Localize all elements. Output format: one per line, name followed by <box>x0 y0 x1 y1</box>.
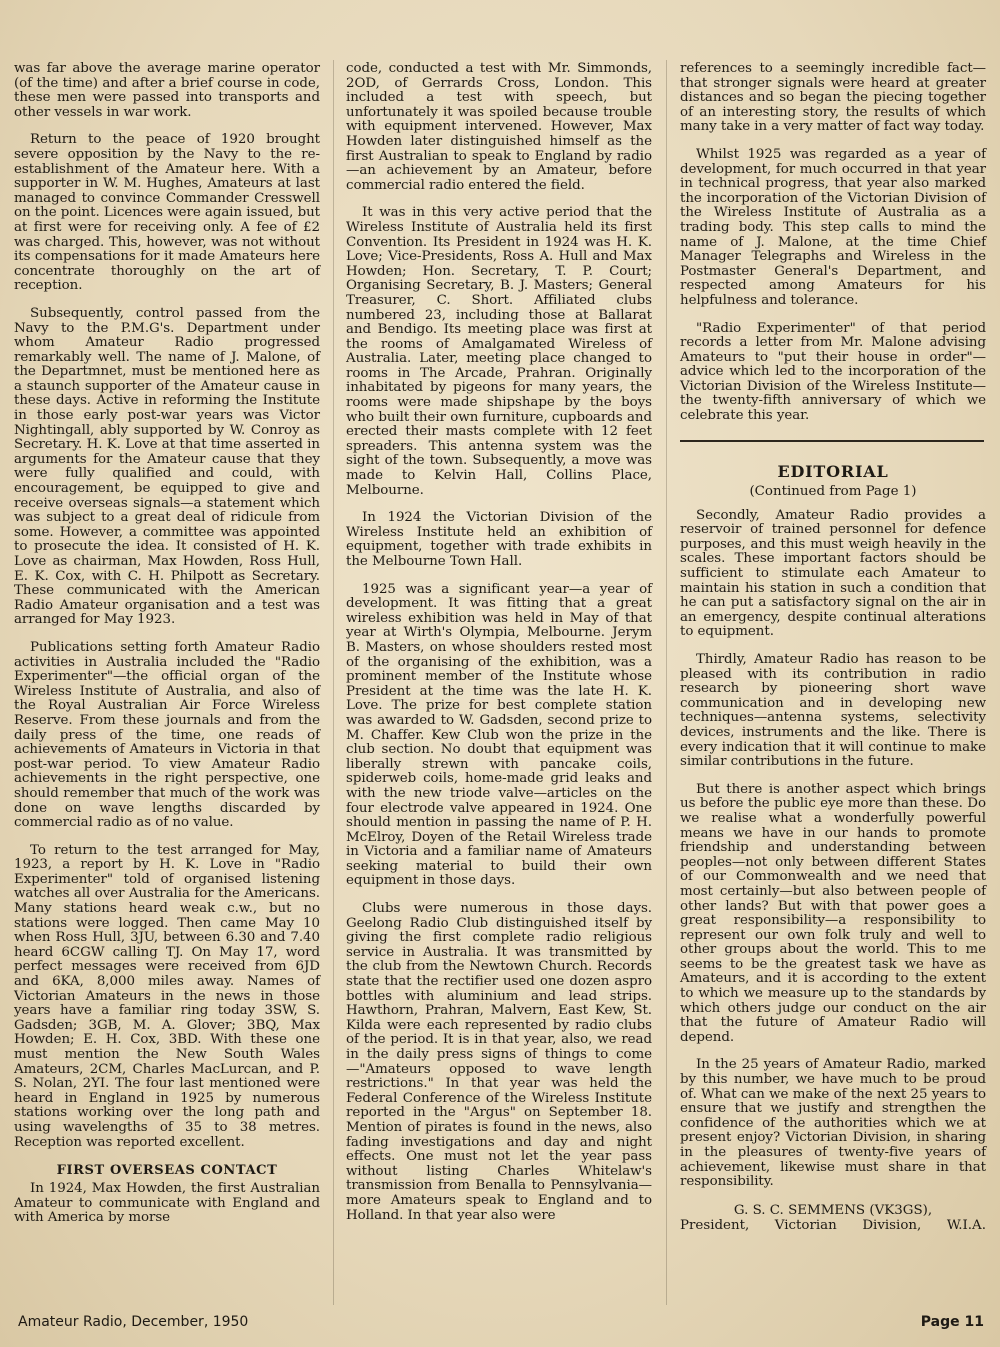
editorial-paragraph: But there is another aspect which brings us before the public eye more than these. Do we realise what a wonderfully powerful means we have in our hands to promote friendship and understanding between peoples—not only between different States of our Commonwealth and we need that most certainly—but also between people of other lands? But with that power goes a great responsibility—a responsibility to represent our own folk truly and well to other groups about the world. This to me seems to be the greatest task we have as Amateurs, and it is according to the extent to which we measure up to the standards by which others judge our conduct on the air that the future of Amateur Radio will depend. <box>680 781 986 1045</box>
article-paragraph: Whilst 1925 was regarded as a year of development, for much occurred in that year in technical progress, that year also marked the incorporation of the Victorian Division of the Wireless Institute of Australia as a trading body. This step calls to mind the name of J. Malone, at the time Chief Manager Telegraphs and Wireless in the Postmaster General's Department, and respected among Amateurs for his helpfulness and tolerance. <box>680 146 986 308</box>
article-paragraph: "Radio Experimenter" of that period records a letter from Mr. Malone advising Amateurs to "put their house in order"—advice which led to the incorporation of the Victorian Division of the Wireless Institute—the twenty-fifth anniversary of which we celebrate this year. <box>680 320 986 424</box>
editorial-paragraph: Secondly, Amateur Radio provides a reservoir of trained personnel for defence purposes, and this must weigh heavily in the scales. These important factors should be sufficient to stimulate each Amateur to maintain his station in such a condition that he can put a satisfactory signal on the air in an emergency, despite continual alterations to equipment. <box>680 507 986 640</box>
article-paragraph: code, conducted a test with Mr. Simmonds, 2OD, of Gerrards Cross, London. This included a test with speech, but unfortunately it was spoiled because trouble with equipment intervened. However, Max Howden later distinguished himself as the first Australian to speak to England by radio—an achievement by an Amateur, before commercial radio entered the field. <box>346 61 652 193</box>
article-paragraph: It was in this very active period that the Wireless Institute of Australia held its first Convention. Its President in 1924 was H. K. Love; Vice-Presidents, Ross A. Hull and Max Howden; Hon. Secretary, T. P. Court; Organising Secretary, B. J. Masters; General Treasurer, C. Short. Affiliated clubs numbered 23, including those at Ballarat and Bendigo. Its meeting place was first at the rooms of Amalgamated Wireless of Australia. Later, meeting place changed to rooms in The Arcade, Prahran. Originally inhabitated by pigeons for many years, the rooms were made shipshape by the boys who built their own furniture, cupboards and erected their masts complete with 12 feet spreaders. This antenna system was the sight of the town. Subsequently, a move was made to Kelvin Hall, Collins Place, Melbourne. <box>346 205 652 498</box>
article-paragraph: Clubs were numerous in those days. Geelong Radio Club distinguished itself by giving the first complete radio religious service in Australia. It was transmitted by the club from the Newtown Church. Records state that the rectifier used one dozen aspro bottles with aluminium and lead strips. Hawthorn, Prahran, Malvern, East Kew, St. Kilda were each represented by radio clubs of the period. It is in that year, also, we read in the daily press signs of things to come—"Amateurs opposed to wave length restrictions." In that year was held the Federal Conference of the Wireless Institute reported in the "Argus" on September 18. Mention of pirates is found in the news, also fading investigations and day and night effects. One must not let the year pass without listing Charles Whitelaw's transmission from Benalla to Pennsylvania—more Amateurs speak to England and to Holland. In that year also were <box>346 901 652 1223</box>
article-paragraph: was far above the average marine operator (of the time) and after a brief course in code, these men were passed into transports and other vessels in war work. <box>14 61 320 120</box>
signature-title: President, Victorian Division, W.I.A. <box>680 1217 986 1233</box>
section-divider <box>680 440 984 442</box>
article-paragraph: In 1924, Max Howden, the first Australian Amateur to communicate with England and with America by morse <box>14 1181 320 1226</box>
column-rule <box>666 60 667 1305</box>
section-heading: FIRST OVERSEAS CONTACT <box>56 1163 278 1179</box>
article-paragraph: In 1924 the Victorian Division of the Wireless Institute held an exhibition of equipment, together with trade exhibits in the Melbourne Town Hall. <box>346 510 652 569</box>
article-paragraph: Subsequently, control passed from the Navy to the P.M.G's. Department under whom Amateur Radio progressed remarkably well. The name of J. Malone, of the Departmnet, must be mentioned here as a staunch supporter of the Amateur cause in these days. Active in reforming the Institute in those early post-war years was Victor Nightingall, ably supported by W. Conroy as Secretary. H. K. Love at that time asserted in arguments for the Amateur cause that they were fully qualified and could, with encouragement, be equipped to give and receive overseas signals—a statement which was subject to a great deal of ridicule from some. However, a committee was appointed to prosecute the idea. It consisted of H. K. Love as chairman, Max Howden, Ross Hull, E. K. Cox, with C. H. Philpott as Secretary. These communicated with the American Radio Amateur organisation and a test was arranged for May 1923. <box>14 305 320 628</box>
article-paragraph: To return to the test arranged for May, 1923, a report by H. K. Love in "Radio Experimenter" told of organised listening watches all over Australia for the Americans. Many stations heard weak c.w., but no stations were logged. Then came May 10 when Ross Hull, 3JU, between 6.30 and 7.40 heard 6CGW calling TJ. On May 17, word perfect messages were received from 6JD and 6KA, 8,000 miles away. Names of Victorian Amateurs in the news in those years have a familiar ring today 3SW, S. Gadsden; 3GB, M. A. Glover; 3BQ, Max Howden; E. H. Cox, 3BD. With these one must mention the New South Wales Amateurs, 2CM, Charles MacLurcan, and P. S. Nolan, 2YI. The four last mentioned were heard in England in 1925 by numerous stations working over the long path and using wavelengths of 35 to 38 metres. Reception was reported excellent. <box>14 842 320 1150</box>
article-paragraph: references to a seemingly incredible fact—that stronger signals were heard at greater distances and so began the piecing together of an interesting story, the results of which many take in a very matter of fact way today. <box>680 61 986 135</box>
article-paragraph: 1925 was a significant year—a year of development. It was fitting that a great wireless exhibition was held in May of that year at Wirth's Olympia, Melbourne. Jerym B. Masters, on whose shoulders rested most of the organising of the exhibition, was a prominent member of the Institute whose President at the time was the late H. K. Love. The prize for best complete station was awarded to W. Gadsden, second prize to M. Chaffer. Kew Club won the prize in the club section. No doubt that equipment was liberally strewn with pancake coils, spiderweb coils, home-made grid leaks and with the new triode valve—articles on the four electrode valve appeared in 1924. One should mention in passing the name of P. H. McElroy, Doyen of the Retail Wireless trade in Victoria and a familiar name of Amateurs seeking material to build their own equipment in those days. <box>346 581 652 889</box>
page-footer <box>0 1314 1000 1340</box>
signature-name: G. S. C. SEMMENS (VK3GS), <box>733 1202 933 1218</box>
article-paragraph: Return to the peace of 1920 brought severe opposition by the Navy to the re-establishment of the Amateur here. With a supporter in W. M. Hughes, Amateurs at last managed to convince Commander Cresswell on the point. Licences were again issued, but at first were for receiving only. A fee of £2 was charged. This, however, was not without its compensations for it made Amateurs here concentrate thoroughly on the art of reception. <box>14 132 320 294</box>
column-2 <box>346 62 652 1236</box>
column-rule <box>333 60 334 1305</box>
editorial-paragraph: Thirdly, Amateur Radio has reason to be pleased with its contribution in radio research by pioneering short wave communication and in developing new techniques—antenna systems, selectivity devices, instruments and the like. There is every indication that it will continue to make similar contributions in the future. <box>680 652 986 770</box>
page-number: Page 11 <box>920 1314 984 1330</box>
publication-info: Amateur Radio, December, 1950 <box>18 1314 249 1330</box>
article-paragraph: Publications setting forth Amateur Radio activities in Australia included the "Radio Experimenter"—the official organ of the Wireless Institute of Australia, and also of the Royal Australian Air Force Wireless Reserve. From these journals and from the daily press of the time, one reads of achievements of Amateurs in Victoria in that post-war period. To view Amateur Radio achievements in the right perspective, one should remember that much of the work was done on wave lengths discarded by commercial radio as of no value. <box>14 639 320 831</box>
column-3 <box>680 62 986 1233</box>
editorial-paragraph: In the 25 years of Amateur Radio, marked by this number, we have much to be proud of. What can we make of the next 25 years to ensure that we justify and strengthen the confidence of the authorities which we at present enjoy? Victorian Division, in sharing in the pleasures of twenty-five years of achievement, likewise must share in that responsibility. <box>680 1057 986 1190</box>
editorial-title: EDITORIAL <box>777 461 889 481</box>
column-1 <box>14 62 320 1239</box>
editorial-subtitle: (Continued from Page 1) <box>749 483 917 499</box>
